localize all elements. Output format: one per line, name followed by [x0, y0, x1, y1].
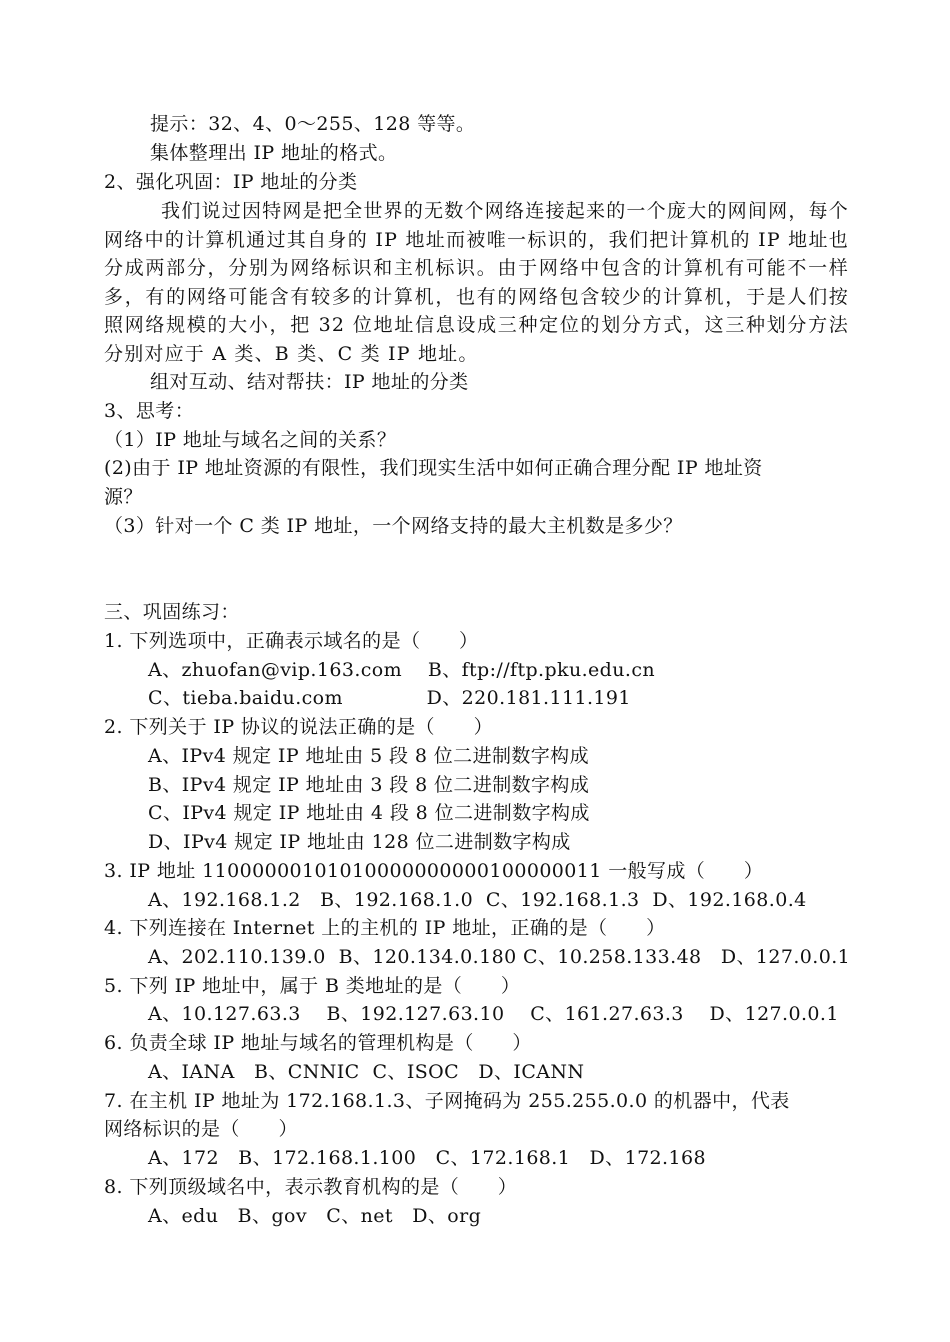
think-question-3: （3）针对一个 C 类 IP 地址，一个网络支持的最大主机数是多少？ — [104, 515, 683, 537]
question-1-options-row-1: A、zhuofan@vip.163.com B、ftp://ftp.pku.edu.cn — [148, 659, 655, 681]
section-heading-3: 3、思考： — [104, 400, 195, 422]
question-7-options: A、172 B、172.168.1.100 C、172.168.1 D、172.168 — [148, 1147, 706, 1169]
practice-heading: 三、巩固练习： — [104, 601, 240, 623]
think-question-2-line-1: (2)由于 IP 地址资源的有限性，我们现实生活中如何正确合理分配 IP 地址资 — [104, 457, 763, 479]
think-question-2-line-2: 源？ — [104, 486, 143, 508]
question-3-options: A、192.168.1.2 B、192.168.1.0 C、192.168.1.3 D、192.168.0.4 — [148, 889, 807, 911]
question-5-options: A、10.127.63.3 B、192.127.63.10 C、161.27.63.3 D、127.0.0.1 — [148, 1003, 839, 1025]
think-question-1: （1）IP 地址与域名之间的关系？ — [104, 429, 397, 451]
question-6-options: A、IANA B、CNNIC C、ISOC D、ICANN — [148, 1061, 585, 1083]
question-2-option-c: C、IPv4 规定 IP 地址由 4 段 8 位二进制数字构成 — [148, 802, 590, 824]
hint-line: 提示：32、4、0～255、128 等等。 — [150, 113, 476, 135]
summary-line: 集体整理出 IP 地址的格式。 — [150, 142, 398, 164]
question-4-stem: 4. 下列连接在 Internet 上的主机的 IP 地址，正确的是（ ） — [104, 917, 666, 939]
question-5-stem: 5. 下列 IP 地址中，属于 B 类地址的是（ ） — [104, 975, 521, 997]
question-1-stem: 1. 下列选项中，正确表示域名的是（ ） — [104, 630, 479, 652]
question-1-options-row-2: C、tieba.baidu.com D、220.181.111.191 — [148, 687, 631, 709]
question-4-options: A、202.110.139.0 B、120.134.0.180 C、10.258.133.48 D、127.0.0.1 — [148, 946, 851, 968]
question-2-stem: 2. 下列关于 IP 协议的说法正确的是（ ） — [104, 716, 493, 738]
section-heading-2: 2、强化巩固：IP 地址的分类 — [104, 171, 358, 193]
ip-classification-paragraph: 我们说过因特网是把全世界的无数个网络连接起来的一个庞大的网间网，每个网络中的计算机通过其自身的 IP 地址而被唯一标识的，我们把计算机的 IP 地址也分成两部分，分别为网络标识和主机标识。由于网络中包含的计算机有可能不一样多，有的网络可能含有较多的计算机，也有的网络包含较少的计算机，于是人们按照网络规模的大小，把 32 位地址信息设成三种定位的划分方式，这三种划分方法分别对应于 A 类、B 类、C 类 IP 地址。 — [104, 200, 849, 365]
question-7-stem-line-2: 网络标识的是（ ） — [104, 1118, 298, 1140]
question-2-option-a: A、IPv4 规定 IP 地址由 5 段 8 位二进制数字构成 — [148, 745, 589, 767]
question-8-stem: 8. 下列顶级域名中，表示教育机构的是（ ） — [104, 1176, 518, 1198]
group-activity-line: 组对互动、结对帮扶：IP 地址的分类 — [150, 371, 469, 393]
question-2-option-b: B、IPv4 规定 IP 地址由 3 段 8 位二进制数字构成 — [148, 774, 590, 796]
question-7-stem-line-1: 7. 在主机 IP 地址为 172.168.1.3、子网掩码为 255.255.0.0 的机器中，代表 — [104, 1090, 790, 1112]
question-8-options: A、edu B、gov C、net D、org — [148, 1205, 482, 1227]
question-2-option-d: D、IPv4 规定 IP 地址由 128 位二进制数字构成 — [148, 831, 571, 853]
question-6-stem: 6. 负责全球 IP 地址与域名的管理机构是（ ） — [104, 1032, 532, 1054]
question-3-stem: 3. IP 地址 11000000101010000000000100000011 一般写成（ ） — [104, 860, 764, 882]
